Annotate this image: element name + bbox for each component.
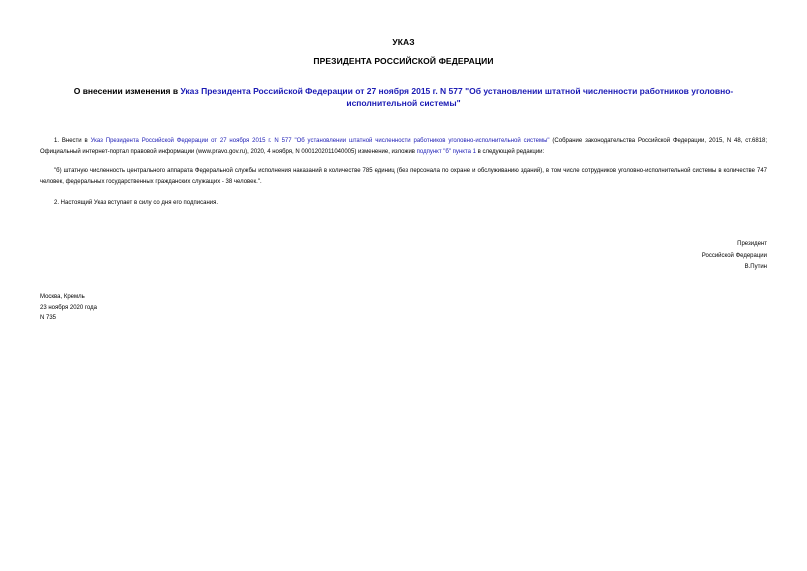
signature-country: Российской Федерации <box>701 252 767 259</box>
document-subject <box>40 86 767 109</box>
quoted-amendment: "б) штатную численность центрального аппарата Федеральной службы исполнения наказаний в количестве 785 единиц (без персонала по охране и обслуживанию зданий), в том числе сотрудников уголовно-исполнительной системы в количестве 747 человек, федеральных государственных гражданских служащих - 38 человек.". <box>40 168 767 185</box>
signing-details <box>40 292 240 324</box>
decree-577-link[interactable]: Указ Президента Российской Федерации от 27 ноября 2015 г. N 577 "Об установлении штатной численности работников уголовно-исполнительной системы" <box>90 138 550 144</box>
issuer-heading: ПРЕЗИДЕНТА РОССИЙСКОЙ ФЕДЕРАЦИИ <box>313 56 494 66</box>
decree-number: N 735 <box>40 315 57 321</box>
signing-date: 23 ноября 2020 года <box>40 304 97 311</box>
signature-name: В.Путин <box>744 264 767 270</box>
signature-block <box>567 239 767 274</box>
paragraph-2: 2. Настоящий Указ вступает в силу со дня его подписания. <box>54 200 219 206</box>
paragraph-1-start: 1. Внести в <box>54 138 91 144</box>
paragraph-1-end: в следующей редакции: <box>475 148 545 155</box>
subject-prefix: О внесении изменения в <box>73 86 181 96</box>
paragraph-1 <box>40 136 767 157</box>
subject-decree-link[interactable]: Указ Президента Российской Федерации от 27 ноября 2015 г. N 577 "Об установлении штатной численности работников уголовно-исполнительной системы" <box>180 86 734 108</box>
document-type-heading: УКАЗ <box>392 37 415 47</box>
signing-place: Москва, Кремль <box>40 294 85 300</box>
paragraph-1-middle: (Собрание законодательства Российской Федерации, 2015, N 48, ст.6818; Официальный интернет-портал правовой информации (www.pravo.gov.ru), 2020, 4 ноября, N 0001202011040005) изменение, изложив <box>40 138 767 155</box>
subparagraph-b-link[interactable]: подпункт "б" пункта 1 <box>416 148 476 155</box>
signature-title: Президент <box>737 241 767 247</box>
